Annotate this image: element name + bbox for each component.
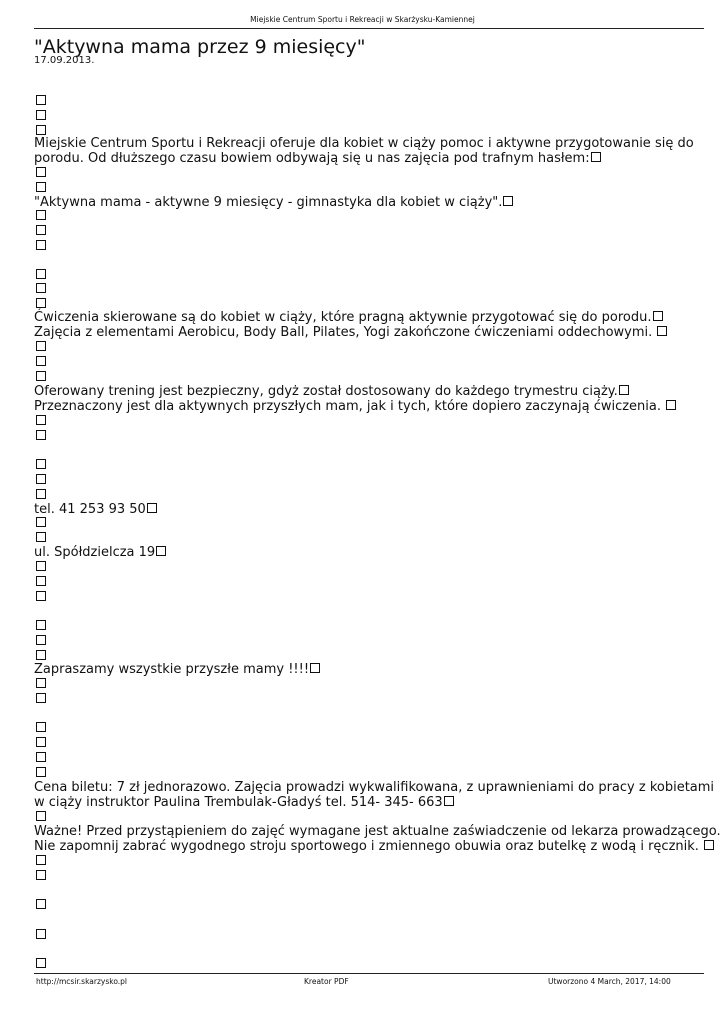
paragraph-line: Nie zapomnij zabrać wygodnego stroju sportowego i zmiennego obuwia oraz butelkę z wodą i ręcznik.	[34, 839, 714, 854]
missing-glyph-icon	[36, 532, 46, 542]
paragraph-line: Cena biletu: 7 zł jednorazowo. Zajęcia prowadzi wykwalifikowana, z uprawnieniami do pracy z kobietami	[34, 780, 715, 795]
missing-glyph-icon	[653, 311, 663, 321]
missing-glyph-icon	[503, 196, 513, 206]
missing-glyph-icon	[36, 870, 46, 880]
footer-created-date: Utworzono 4 March, 2017, 14:00	[548, 977, 671, 986]
missing-glyph-icon	[619, 385, 629, 395]
paragraph-line: Zajęcia z elementami Aerobicu, Body Ball, Pilates, Yogi zakończone ćwiczeniami oddechowymi.	[34, 325, 667, 340]
missing-glyph-icon	[36, 693, 46, 703]
missing-glyph-icon	[36, 95, 46, 105]
document-header: Miejskie Centrum Sportu i Rekreacji w Skarżysku-Kamiennej	[250, 15, 475, 24]
contact-phone: tel. 41 253 93 50	[34, 502, 157, 517]
missing-glyph-icon	[36, 182, 46, 192]
missing-glyph-icon	[36, 929, 46, 939]
missing-glyph-icon	[36, 635, 46, 645]
missing-glyph-icon	[36, 298, 46, 308]
contact-address: ul. Spółdzielcza 19	[34, 545, 166, 560]
footer-generator: Kreator PDF	[304, 977, 349, 986]
missing-glyph-icon	[591, 152, 601, 162]
footer-url[interactable]: http://mcsir.skarzysko.pl	[36, 977, 128, 986]
paragraph-line: porodu. Od dłuższego czasu bowiem odbywają się u nas zajęcia pod trafnym hasłem:	[34, 151, 601, 166]
missing-glyph-icon	[36, 576, 46, 586]
missing-glyph-icon	[36, 752, 46, 762]
missing-glyph-icon	[36, 650, 46, 660]
paragraph-line: w ciąży instruktor Paulina Trembulak-Gładyś tel. 514- 345- 663	[34, 795, 454, 810]
missing-glyph-icon	[36, 811, 46, 821]
missing-glyph-icon	[36, 591, 46, 601]
missing-glyph-icon	[36, 167, 46, 177]
missing-glyph-icon	[36, 737, 46, 747]
missing-glyph-icon	[36, 517, 46, 527]
missing-glyph-icon	[36, 225, 46, 235]
missing-glyph-icon	[36, 722, 46, 732]
missing-glyph-icon	[36, 767, 46, 777]
missing-glyph-icon	[156, 546, 166, 556]
missing-glyph-icon	[36, 430, 46, 440]
missing-glyph-icon	[36, 899, 46, 909]
invitation-line: Zapraszamy wszystkie przyszłe mamy !!!!	[34, 662, 320, 677]
missing-glyph-icon	[36, 110, 46, 120]
missing-glyph-icon	[657, 326, 667, 336]
missing-glyph-icon	[704, 840, 714, 850]
missing-glyph-icon	[36, 371, 46, 381]
missing-glyph-icon	[36, 678, 46, 688]
paragraph-line: Ćwiczenia skierowane są do kobiet w ciąży, które pragną aktywnie przygotować się do porodu.	[34, 310, 663, 325]
missing-glyph-icon	[36, 561, 46, 571]
missing-glyph-icon	[36, 474, 46, 484]
missing-glyph-icon	[36, 283, 46, 293]
paragraph-line: Ważne! Przed przystąpieniem do zajęć wymagane jest aktualne zaświadczenie od lekarza prowadzącego.	[34, 824, 721, 839]
article-title: "Aktywna mama przez 9 miesięcy"	[34, 36, 366, 58]
missing-glyph-icon	[36, 356, 46, 366]
missing-glyph-icon	[310, 663, 320, 673]
missing-glyph-icon	[147, 503, 157, 513]
paragraph-line: Miejskie Centrum Sportu i Rekreacji oferuje dla kobiet w ciąży pomoc i aktywne przygotowanie się do	[34, 136, 694, 151]
paragraph-line: Przeznaczony jest dla aktywnych przyszłych mam, jak i tych, które dopiero zaczynają ćwiczenia.	[34, 399, 676, 414]
article-date: 17.09.2013.	[34, 55, 95, 66]
missing-glyph-icon	[36, 125, 46, 135]
missing-glyph-icon	[666, 400, 676, 410]
missing-glyph-icon	[36, 855, 46, 865]
missing-glyph-icon	[36, 415, 46, 425]
missing-glyph-icon	[36, 620, 46, 630]
missing-glyph-icon	[36, 240, 46, 250]
paragraph-line: "Aktywna mama - aktywne 9 miesięcy - gimnastyka dla kobiet w ciąży".	[34, 195, 513, 210]
missing-glyph-icon	[36, 341, 46, 351]
missing-glyph-icon	[36, 489, 46, 499]
missing-glyph-icon	[36, 210, 46, 220]
missing-glyph-icon	[36, 269, 46, 279]
paragraph-line: Oferowany trening jest bezpieczny, gdyż został dostosowany do każdego trymestru ciąży.	[34, 384, 629, 399]
missing-glyph-icon	[444, 796, 454, 806]
missing-glyph-icon	[36, 459, 46, 469]
header-rule	[34, 28, 704, 29]
footer-rule	[34, 973, 704, 974]
missing-glyph-icon	[36, 958, 46, 968]
